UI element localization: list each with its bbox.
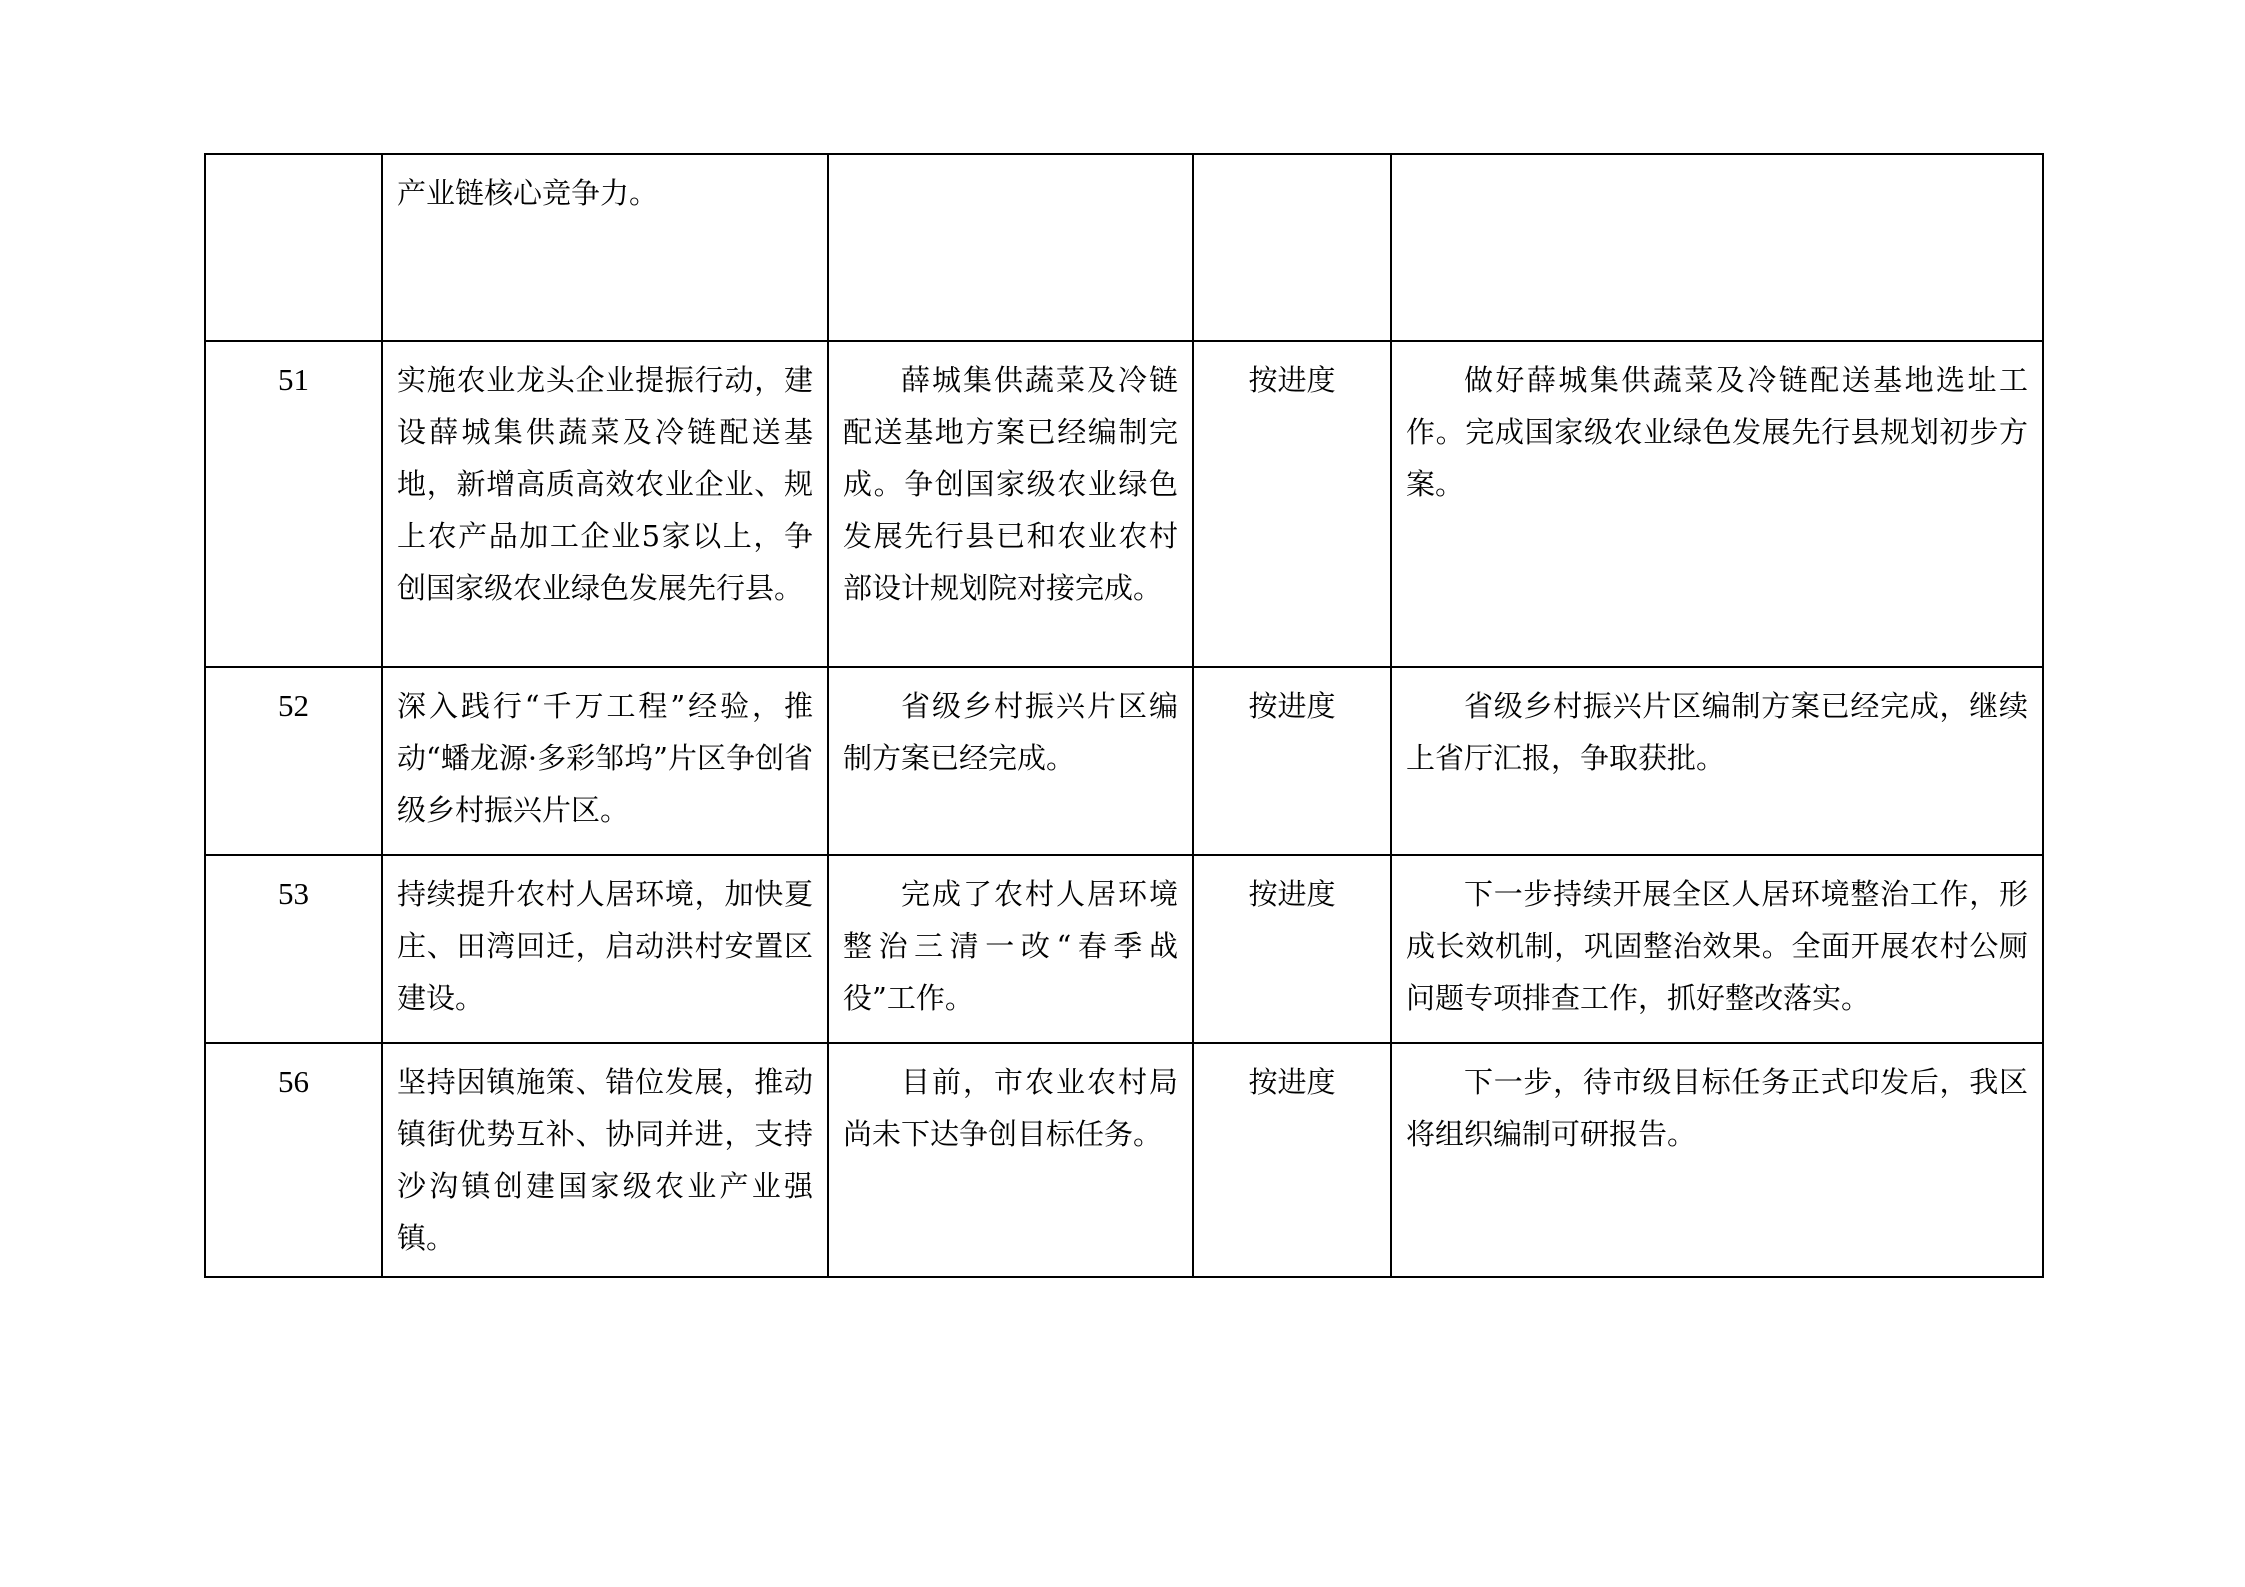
row-number — [205, 154, 382, 341]
next-step-cell: 下一步，待市级目标任务正式印发后，我区将组织编制可研报告。 — [1391, 1043, 2043, 1277]
progress-cell: 省级乡村振兴片区编制方案已经完成。 — [828, 667, 1193, 855]
status-cell — [1193, 154, 1391, 341]
progress-cell: 完成了农村人居环境整治三清一改“春季战役”工作。 — [828, 855, 1193, 1043]
table-row — [205, 341, 2043, 667]
status-cell: 按进度 — [1193, 1043, 1391, 1277]
status-cell: 按进度 — [1193, 667, 1391, 855]
table-row — [205, 1043, 2043, 1277]
next-step-cell: 下一步持续开展全区人居环境整治工作，形成长效机制，巩固整治效果。全面开展农村公厕问题专项排查工作，抓好整改落实。 — [1391, 855, 2043, 1043]
progress-cell — [828, 154, 1193, 341]
row-number: 53 — [205, 855, 382, 1043]
table-row — [205, 855, 2043, 1043]
table-row — [205, 667, 2043, 855]
task-cell: 产业链核心竞争力。 — [382, 154, 828, 341]
progress-table — [204, 153, 2044, 1278]
next-step-cell: 做好薛城集供蔬菜及冷链配送基地选址工作。完成国家级农业绿色发展先行县规划初步方案。 — [1391, 341, 2043, 667]
task-cell: 实施农业龙头企业提振行动，建设薛城集供蔬菜及冷链配送基地，新增高质高效农业企业、规上农产品加工企业5家以上，争创国家级农业绿色发展先行县。 — [382, 341, 828, 667]
progress-cell: 薛城集供蔬菜及冷链配送基地方案已经编制完成。争创国家级农业绿色发展先行县已和农业农村部设计规划院对接完成。 — [828, 341, 1193, 667]
row-number: 52 — [205, 667, 382, 855]
task-cell: 持续提升农村人居环境，加快夏庄、田湾回迁，启动洪村安置区建设。 — [382, 855, 828, 1043]
next-step-cell — [1391, 154, 2043, 341]
status-cell: 按进度 — [1193, 855, 1391, 1043]
row-number: 56 — [205, 1043, 382, 1277]
task-cell: 坚持因镇施策、错位发展，推动镇街优势互补、协同并进，支持沙沟镇创建国家级农业产业强镇。 — [382, 1043, 828, 1277]
table-row — [205, 154, 2043, 341]
task-cell: 深入践行“千万工程”经验，推动“蟠龙源·多彩邹坞”片区争创省级乡村振兴片区。 — [382, 667, 828, 855]
next-step-cell: 省级乡村振兴片区编制方案已经完成，继续上省厅汇报，争取获批。 — [1391, 667, 2043, 855]
progress-cell: 目前，市农业农村局尚未下达争创目标任务。 — [828, 1043, 1193, 1277]
status-cell: 按进度 — [1193, 341, 1391, 667]
row-number: 51 — [205, 341, 382, 667]
